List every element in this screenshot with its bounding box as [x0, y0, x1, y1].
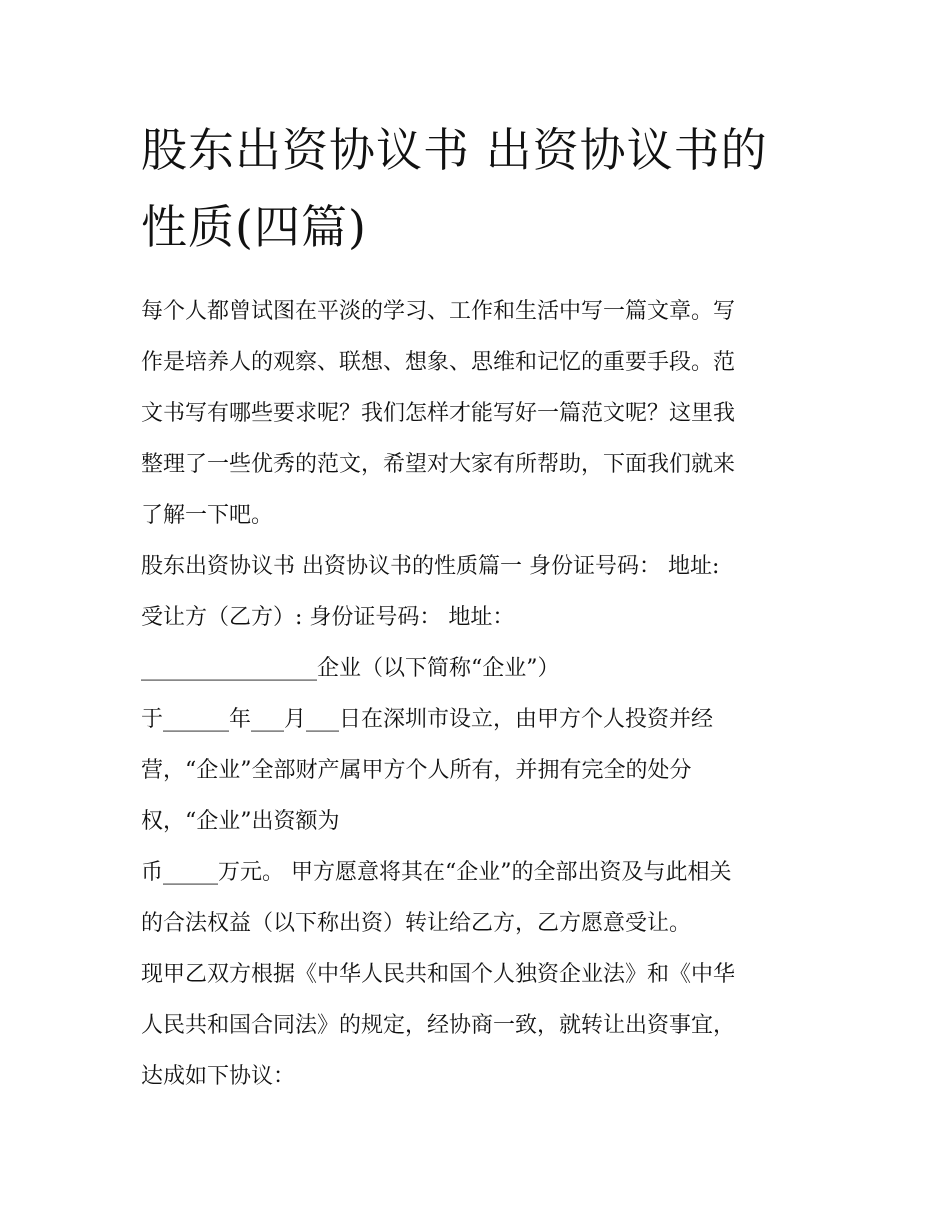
body-line: 人民共和国合同法》的规定，经协商一致，就转让出资事宜， — [141, 1013, 736, 1038]
body-line: 文书写有哪些要求呢？我们怎样才能写好一篇范文呢？这里我 — [141, 401, 736, 426]
body-line: 股东出资协议书 出资协议书的性质篇一 身份证号码： 地址: — [141, 554, 720, 579]
body-line: 作是培养人的观察、联想、想象、思维和记忆的重要手段。范 — [141, 350, 736, 375]
body-line: 于______年___月___日在深圳市设立，由甲方个人投资并经 — [141, 707, 714, 732]
body-line: 权，“企业”出资额为 — [141, 809, 340, 834]
body-line: 营，“企业”全部财产属甲方个人所有，并拥有完全的处分 — [141, 758, 692, 783]
title-line-1: 股东出资协议书 出资协议书的 — [141, 123, 768, 177]
body-line: 受让方（乙方）: 身份证号码： 地址： — [141, 605, 515, 630]
document-page — [141, 112, 821, 1102]
body-line: 达成如下协议： — [141, 1064, 296, 1089]
title-line-2: 性质(四篇) — [141, 200, 367, 254]
body-line: 的合法权益（以下称出资）转让给乙方，乙方愿意受让。 — [141, 911, 692, 936]
body-line: 了解一下吧。 — [141, 503, 274, 528]
body-line: 每个人都曾试图在平淡的学习、工作和生活中写一篇文章。写 — [141, 299, 736, 324]
body-line: 整理了一些优秀的范文，希望对大家有所帮助，下面我们就来 — [141, 452, 736, 477]
body-line: 币_____万元。 甲方愿意将其在“企业”的全部出资及与此相关 — [141, 860, 732, 885]
document-title — [141, 112, 821, 266]
document-body — [141, 286, 821, 1102]
body-line: 现甲乙双方根据《中华人民共和国个人独资企业法》和《中华 — [141, 962, 736, 987]
body-line: ________________企业（以下简称“企业”） — [141, 656, 560, 681]
